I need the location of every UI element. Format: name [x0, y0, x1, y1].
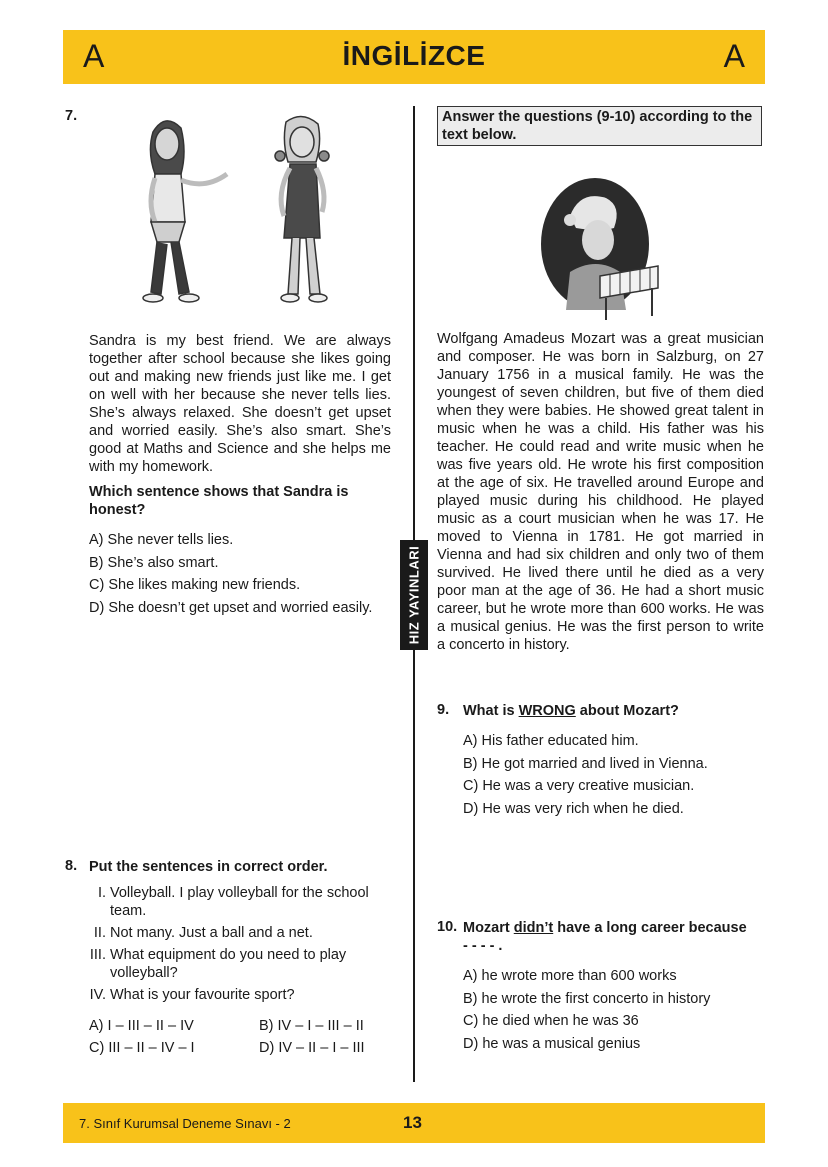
q9-question-emphasis: WRONG — [518, 703, 576, 719]
q8-sentence-text: What is your favourite sport? — [110, 987, 295, 1003]
q9-options — [463, 732, 763, 822]
q9-option-a[interactable]: A) His father educated him. — [463, 733, 639, 749]
q7-passage: Sandra is my best friend. We are always together after school because she likes going out and making new friends just like me. I get on well with her because she never tells lies. She’s always relaxed. She doesn’t get upset and worried easily. She’s also smart. She’s good at Maths and Science and she helps me with my homework. — [89, 333, 391, 475]
q7-option-b[interactable]: B) She’s also smart. — [89, 554, 219, 571]
q8-option-c[interactable]: C) III – II – IV – I — [89, 1040, 195, 1056]
q8-sentence — [88, 986, 388, 1004]
exam-name: 7. Sınıf Kurumsal Deneme Sınavı - 2 — [79, 1116, 291, 1131]
publisher-logo — [400, 540, 428, 650]
q10-option-a[interactable]: A) he wrote more than 600 works — [463, 968, 677, 984]
page-title: İNGİLİZCE — [342, 40, 486, 71]
q8-sentence-number: II. — [93, 925, 106, 941]
page-header — [63, 30, 765, 84]
page-number: 13 — [403, 1113, 422, 1132]
girl-illustration-friend — [275, 116, 329, 302]
q8-option-a[interactable]: A) I – III – II – IV — [89, 1018, 194, 1034]
girl-illustration-sandra — [143, 121, 227, 302]
q7-options — [89, 531, 399, 621]
q8-sentence — [88, 884, 388, 920]
q8-option-b[interactable]: B) IV – I – III – II — [259, 1018, 364, 1034]
q10-question-text-end: have a long career because — [553, 920, 747, 936]
booklet-letter-left: A — [83, 38, 105, 74]
q7-option-a[interactable]: A) She never tells lies. — [89, 532, 234, 548]
q10-question-text: Mozart — [463, 920, 514, 936]
q10-option-b[interactable]: B) he wrote the first concerto in history — [463, 990, 711, 1007]
q8-question: Put the sentences in correct order. — [89, 859, 328, 875]
page-footer — [63, 1103, 765, 1143]
q10-question-emphasis: didn’t — [513, 920, 554, 936]
q9-option-d[interactable]: D) He was very rich when he died. — [463, 800, 684, 817]
q8-option-d[interactable]: D) IV – II – I – III — [259, 1040, 365, 1056]
q9-option-c[interactable]: C) He was a very creative musician. — [463, 778, 695, 794]
q7-option-c[interactable]: C) She likes making new friends. — [89, 577, 301, 593]
booklet-letter-right: A — [723, 38, 745, 74]
q8-sentences — [88, 884, 388, 1008]
publisher-logo-text: HIZ YAYINLARI — [406, 545, 422, 645]
q10-question — [463, 919, 768, 955]
q8-sentence-text: Volleyball. I play volleyball for the school team. — [110, 885, 369, 919]
q7-question: Which sentence shows that Sandra is honest? — [89, 484, 349, 518]
q7-option-d[interactable]: D) She doesn’t get upset and worried easily. — [89, 599, 373, 616]
q8-sentence-text: What equipment do you need to play volleyball? — [110, 947, 347, 981]
mozart-illustration — [540, 176, 662, 322]
q10-option-c[interactable]: C) he died when he was 36 — [463, 1013, 639, 1029]
q9-option-b[interactable]: B) He got married and lived in Vienna. — [463, 755, 708, 772]
q9-question-text: What is — [463, 703, 519, 719]
q9-question-text-end: about Mozart? — [575, 703, 679, 719]
q7-illustration — [135, 112, 355, 317]
mozart-passage: Wolfgang Amadeus Mozart was a great musician and composer. He was born in Salzburg, on 27 January 1756 in a musical family. He was the youngest of seven children, but five of them died when they were babies. He showed great talent in music when he was a child. His father was his teacher. He could read and write music when he was five years old. He wrote his first composition at the age of six. He travelled around Europe and played music during his childhood. He played music as a court musician when he was 17. He moved to Vienna in 1781. He got married in Vienna and had six children and only two of them survived. He lived there until he died as a very poor man at the age of 36. He had a short music career, but he wrote more than 600 works. He was a musical genius. He was the first person to write a concerto in history. — [437, 331, 764, 653]
q10-blank: - - - - . — [463, 938, 503, 954]
q8-sentence-number: I. — [97, 885, 106, 901]
q8-sentence — [88, 946, 388, 982]
q8-options — [89, 1017, 399, 1061]
q7-number: 7. — [65, 108, 78, 124]
q10-options — [463, 967, 763, 1057]
q10-number: 10. — [437, 919, 458, 935]
instruction-box: Answer the questions (9-10) according to the text below. — [437, 106, 762, 146]
q9-question — [463, 702, 763, 720]
q8-sentence-number: III. — [89, 947, 106, 963]
q8-sentence-text: Not many. Just a ball and a net. — [110, 925, 313, 941]
q9-number: 9. — [437, 702, 450, 718]
q8-number: 8. — [65, 858, 78, 874]
q10-option-d[interactable]: D) he was a musical genius — [463, 1035, 641, 1052]
q8-sentence-number: IV. — [89, 987, 106, 1003]
q8-sentence — [88, 924, 388, 942]
